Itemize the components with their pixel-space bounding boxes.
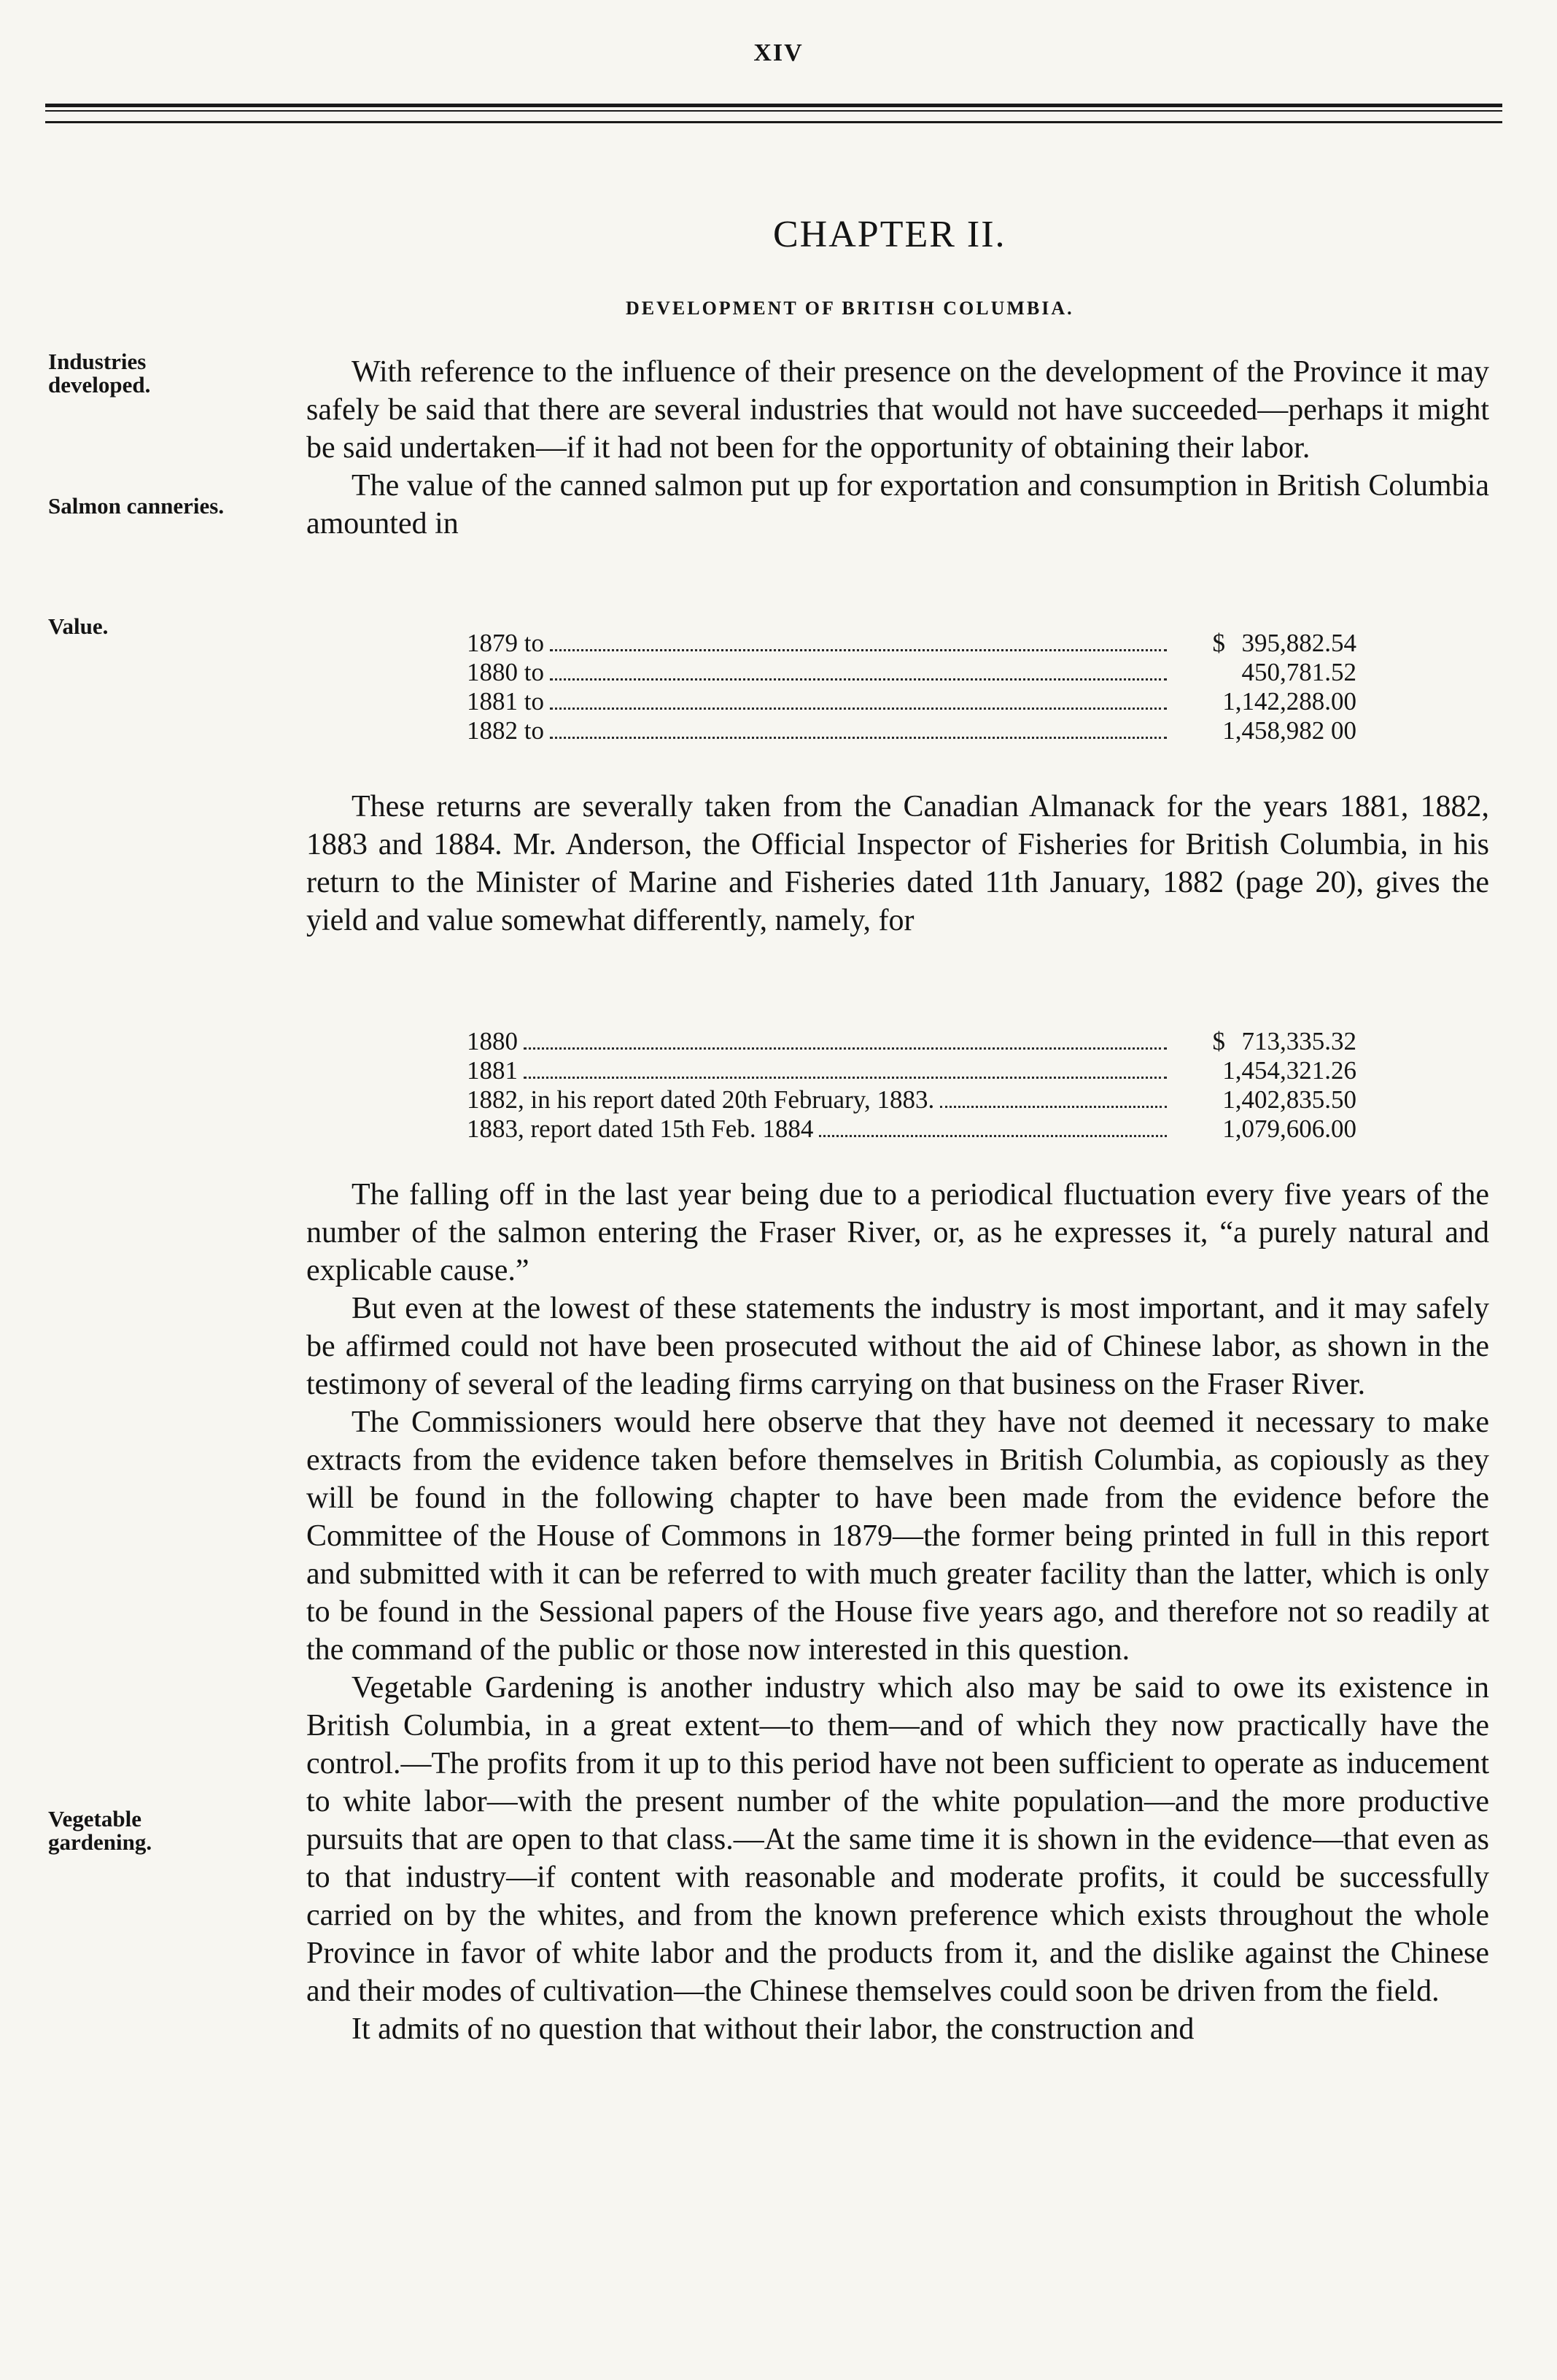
row-value [1174,687,1356,716]
row-label: 1880 to [467,658,544,686]
margin-note-vegetable: Vegetable gardening. [48,1806,152,1855]
paragraph: The falling off in the last year being due to a periodical fluctuation every five years of the number of the salmon entering the Fraser River, or, as he expresses it, “a purely natural and explicable cause.” [306,1178,1489,1287]
currency-sign: $ [1212,1027,1225,1055]
table-row [467,629,1356,658]
header-rule [45,121,1502,123]
header-rule [45,104,1502,107]
row-label: 1881 [467,1056,518,1085]
paragraph: Vegetable Gardening is another industry which also may be said to owe its existence in British Columbia, in a great extent—to them—and of which they now practically have the control.—The profits from it up to this period have not been sufficient to operate as inducement to white labor—with the present number of the white population—and the more productive pursuits that are open to that class.—At the same time it is shown in the evidence—that even as to that industry—if content with reasonable and moderate profits, it could be successfully carried on by the whites, and from the known preference which exists throughout the whole Province in favor of white labor and the products from it, and the dislike against the Chinese and their modes of cultivation—the Chinese themselves could soon be driven from the field. [306,1671,1489,2008]
row-value [1174,658,1356,687]
salmon-value-table-almanack [467,629,1356,745]
row-value [1174,1056,1356,1085]
currency-sign: $ [1212,629,1225,657]
paragraph: The Commissioners would here observe that they have not deemed it necessary to make extracts from the evidence taken before themselves in British Columbia, as copiously as they will be found in the following chapter to have been made from the evidence before the Committee of the House of Commons in 1879—the former being printed in full in this report and submitted with it can be referred to with much greater facility than the latter, which is only to be found in the Sessional papers of the House five years ago, and therefore not so readily at the command of the public or those now interested in this question. [306,1406,1489,1667]
row-amount: 1,142,288.00 [1222,687,1356,716]
row-value [1174,1085,1356,1115]
text-block-main [306,1176,1489,2048]
leader-dots [550,678,1167,681]
margin-note-value: Value. [48,613,109,639]
table-row [467,658,1356,687]
row-amount: 450,781.52 [1241,658,1356,686]
paragraph: These returns are severally taken from the Canadian Almanack for the years 1881, 1882, 1883 and 1884. Mr. Anderson, the Official Inspector of Fisheries for British Columbia, in his return to the Minister of Marine and Fisheries dated 11th January, 1882 (page 20), gives the yield and value somewhat differently, namely, for [306,790,1489,937]
row-value [1174,716,1356,745]
row-amount: 1,454,321.26 [1222,1056,1356,1085]
table-row [467,1085,1356,1115]
table-row [467,1027,1356,1056]
page-number: XIV [753,39,804,66]
table-row [467,687,1356,716]
paragraph: But even at the lowest of these statements the industry is most important, and it may safely be affirmed could not have been prosecuted without the aid of Chinese labor, as shown in the testimony of several of the leading firms carrying on that business on the Fraser River. [306,1292,1489,1401]
row-value [1174,1115,1356,1144]
leader-dots [940,1106,1167,1108]
row-label: 1880 [467,1027,518,1055]
header-rule [45,110,1502,112]
text-block-intro [306,353,1489,543]
leader-dots [524,1077,1167,1079]
paragraph: It admits of no question that without their labor, the construction and [352,2012,1195,2046]
row-label: 1882 to [467,716,544,745]
row-label: 1879 to [467,629,544,657]
row-amount: 713,335.32 [1241,1027,1356,1055]
leader-dots [550,708,1167,710]
row-label: 1882, in his report dated 20th February, 1883. [467,1085,935,1114]
margin-note-industries: Industries developed. [48,349,151,398]
leader-dots [524,1047,1167,1050]
table-row [467,1056,1356,1085]
salmon-value-table-anderson [467,1027,1356,1144]
leader-dots [550,649,1167,651]
paragraph: The value of the canned salmon put up for exportation and consumption in British Columbia amounted in [306,469,1489,540]
text-block-returns [306,788,1489,939]
paragraph: With reference to the influence of their presence on the development of the Province it may safely be said that there are several industries that would not have succeeded—perhaps it might be said undertaken—if it had not been for the opportunity of obtaining their labor. [306,355,1489,465]
table-row [467,716,1356,745]
table-row [467,1115,1356,1144]
margin-note-salmon: Salmon canneries. [48,493,225,519]
leader-dots [550,737,1167,739]
leader-dots [819,1135,1167,1137]
row-amount: 1,402,835.50 [1222,1085,1356,1114]
row-amount: 395,882.54 [1241,629,1356,657]
row-amount: 1,458,982 00 [1222,716,1356,745]
chapter-subtitle: DEVELOPMENT OF BRITISH COLUMBIA. [626,298,1074,319]
row-value [1174,629,1356,658]
row-label: 1881 to [467,687,544,716]
row-label: 1883, report dated 15th Feb. 1884 [467,1115,814,1143]
row-amount: 1,079,606.00 [1222,1115,1356,1143]
chapter-title: CHAPTER II. [773,214,1006,255]
row-value [1174,1027,1356,1056]
